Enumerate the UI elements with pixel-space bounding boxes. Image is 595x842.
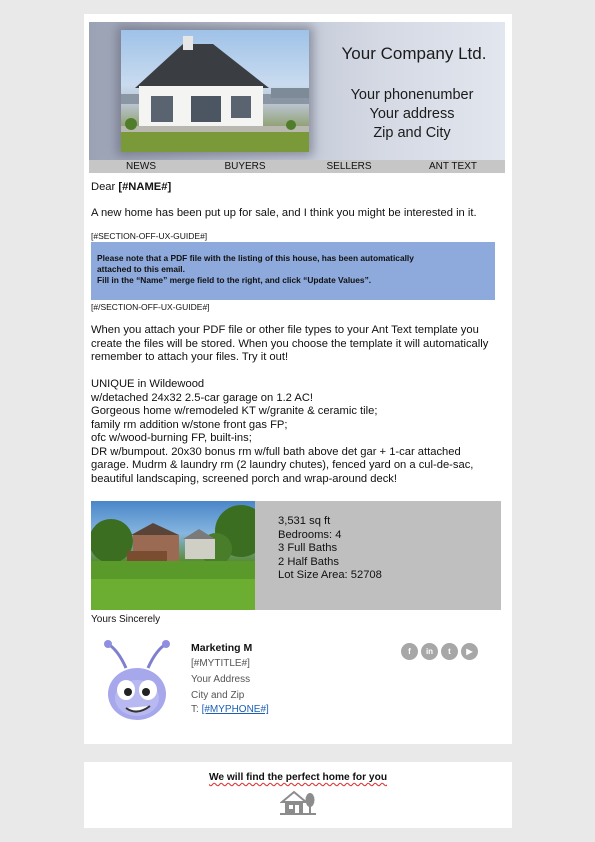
youtube-icon[interactable]: ▶: [461, 643, 478, 660]
nav-ant-text[interactable]: ANT TEXT: [429, 161, 477, 172]
listing-description: [91, 378, 473, 486]
description-line: family rm addition w/stone front gas FP;: [91, 418, 288, 431]
nav-buyers[interactable]: BUYERS: [224, 161, 266, 172]
note-line-2: attached to this email.: [97, 264, 185, 274]
facebook-icon[interactable]: f: [401, 643, 418, 660]
footer-tagline: We will find the perfect home for you: [208, 772, 388, 783]
note-box: [91, 242, 495, 300]
fact-half-baths: 2 Half Baths: [278, 555, 339, 568]
signature-title: [#MYTITLE#]: [191, 658, 250, 669]
section-close-tag: [#/SECTION-OFF-UX-GUIDE#]: [91, 302, 210, 312]
linkedin-icon[interactable]: in: [421, 643, 438, 660]
description-line: garage. Mudrm & laundry rm (2 laundry chutes), fenced yard on a cul-de-sac,: [91, 459, 474, 471]
description-line: ofc w/wood-burning FP, built-ins;: [91, 432, 252, 444]
note-line-1: Please note that a PDF file with the listing of this house, has been automatically: [97, 253, 414, 263]
signature-name: Marketing M: [191, 642, 253, 654]
twitter-icon[interactable]: t: [441, 643, 458, 660]
nav-sellers[interactable]: SELLERS: [326, 161, 372, 172]
fact-bedrooms: Bedrooms: 4: [278, 528, 342, 541]
section-open-tag: [#SECTION-OFF-UX-GUIDE#]: [91, 231, 208, 241]
attachment-info-line: create the files will be stored. When you choose the template it will automatically: [91, 337, 489, 350]
note-line-3: Fill in the “Name” merge field to the right, and click “Update Values”.: [97, 275, 372, 285]
signature-phone: [191, 704, 269, 715]
email-card: [84, 14, 512, 744]
greeting-prefix: Dear: [91, 181, 119, 193]
description-line: DR w/bumpout. 20x30 bonus rm w/full bath above det gar + 1-car attached: [91, 445, 461, 458]
signature-phone-prefix: T:: [191, 704, 202, 715]
attachment-info-line: When you attach your PDF file or other file types to your Ant Text template you: [91, 324, 479, 336]
property-facts: [278, 515, 382, 583]
listing-photo: [91, 501, 255, 610]
attachment-info: [91, 324, 488, 365]
signature-address: Your Address: [191, 674, 251, 685]
fact-lot-size: Lot Size Area: 52708: [278, 569, 382, 581]
company-phone: Your phonenumber: [350, 87, 474, 103]
description-line: w/detached 24x32 2.5-car garage on 1.2 AC!: [91, 391, 314, 404]
description-line: Gorgeous home w/remodeled KT w/granite & ceramic tile;: [91, 405, 378, 417]
company-address: Your address: [369, 106, 455, 122]
nav-news[interactable]: NEWS: [126, 161, 156, 172]
signature-city-zip: City and Zip: [191, 690, 245, 701]
intro-text: A new home has been put up for sale, and I think you might be interested in it.: [91, 207, 477, 219]
nav-bar: [89, 160, 505, 173]
listing-panel: [91, 501, 501, 610]
footer: [84, 762, 512, 828]
house-photo: [121, 30, 309, 152]
attachment-info-line: remember to attach your files. Try it out!: [91, 351, 289, 363]
description-line: UNIQUE in Wildewood: [91, 378, 205, 390]
header-banner: [89, 22, 505, 160]
sign-off: Yours Sincerely: [91, 614, 161, 625]
greeting: [91, 181, 171, 195]
fact-size: 3,531 sq ft: [278, 515, 331, 527]
house-tree-icon: [280, 788, 316, 816]
description-line: beautiful landscaping, screened porch and wrap-around deck!: [91, 472, 397, 485]
greeting-name: [#NAME#]: [118, 181, 172, 193]
ant-mascot-avatar: [104, 638, 172, 726]
signature-phone-link[interactable]: [#MYPHONE#]: [201, 704, 269, 715]
fact-full-baths: 3 Full Baths: [278, 542, 338, 554]
company-name: Your Company Ltd.: [341, 44, 487, 63]
company-zip-city: Zip and City: [373, 125, 451, 141]
